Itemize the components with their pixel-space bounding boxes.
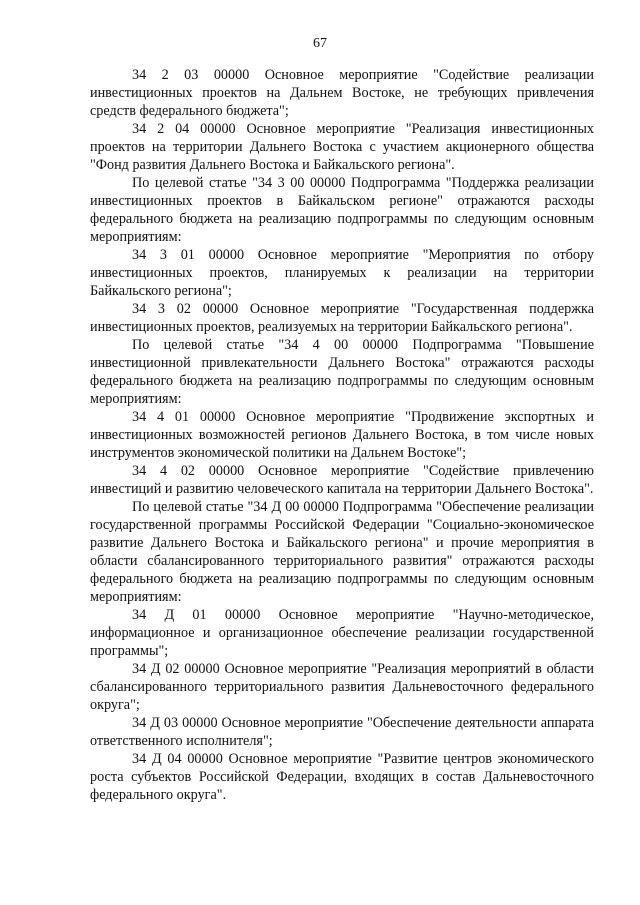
paragraph: 34 Д 04 00000 Основное мероприятие "Развитие центров экономического роста субъектов Российской Федерации, входящих в состав Дальневосточного федерального округа". [90,751,594,803]
paragraph: 34 2 03 00000 Основное мероприятие "Содействие реализации инвестиционных проектов на Дальнем Востоке, не требующих привлечения средств федерального бюджета"; [90,67,594,119]
paragraph: 34 3 01 00000 Основное мероприятие "Мероприятия по отбору инвестиционных проектов, планируемых к реализации на территории Байкальского региона"; [90,247,594,299]
paragraph: По целевой статье "34 4 00 00000 Подпрограмма "Повышение инвестиционной привлекательности Дальнего Востока" отражаются расходы федерального бюджета на реализацию подпрограммы по следующим основным мероприятиям: [90,337,594,407]
paragraph: 34 4 02 00000 Основное мероприятие "Содействие привлечению инвестиций и развитию человеческого капитала на территории Дальнего Востока". [90,463,594,497]
page-number: 67 [313,36,327,51]
paragraph: 34 Д 01 00000 Основное мероприятие "Научно-методическое, информационное и организационное обеспечение реализации государственной программы"; [90,607,594,659]
document-body [90,66,594,804]
paragraph: 34 3 02 00000 Основное мероприятие "Государственная поддержка инвестиционных проектов, реализуемых на территории Байкальского региона". [90,301,594,335]
paragraph: 34 Д 03 00000 Основное мероприятие "Обеспечение деятельности аппарата ответственного исполнителя"; [90,715,594,749]
paragraph: 34 4 01 00000 Основное мероприятие "Продвижение экспортных и инвестиционных возможностей регионов Дальнего Востока, в том числе новых инструментов экономической политики на Дальнем Востоке"; [90,409,594,461]
paragraph: 34 Д 02 00000 Основное мероприятие "Реализация мероприятий в области сбалансированного территориального развития Дальневосточного федерального округа"; [90,661,594,713]
paragraph: 34 2 04 00000 Основное мероприятие "Реализация инвестиционных проектов на территории Дальнего Востока с участием акционерного общества "Фонд развития Дальнего Востока и Байкальского региона". [90,121,594,173]
paragraph: По целевой статье "34 3 00 00000 Подпрограмма "Поддержка реализации инвестиционных проектов в Байкальском регионе" отражаются расходы федерального бюджета на реализацию подпрограммы по следующим основным мероприятиям: [90,175,594,245]
paragraph: По целевой статье "34 Д 00 00000 Подпрограмма "Обеспечение реализации государственной программы Российской Федерации "Социально-экономическое развитие Дальнего Востока и Байкальского региона" и прочие мероприятия в области сбалансированного территориального развития" отражаются расходы федерального бюджета на реализацию подпрограммы по следующим основным мероприятиям: [90,499,594,605]
